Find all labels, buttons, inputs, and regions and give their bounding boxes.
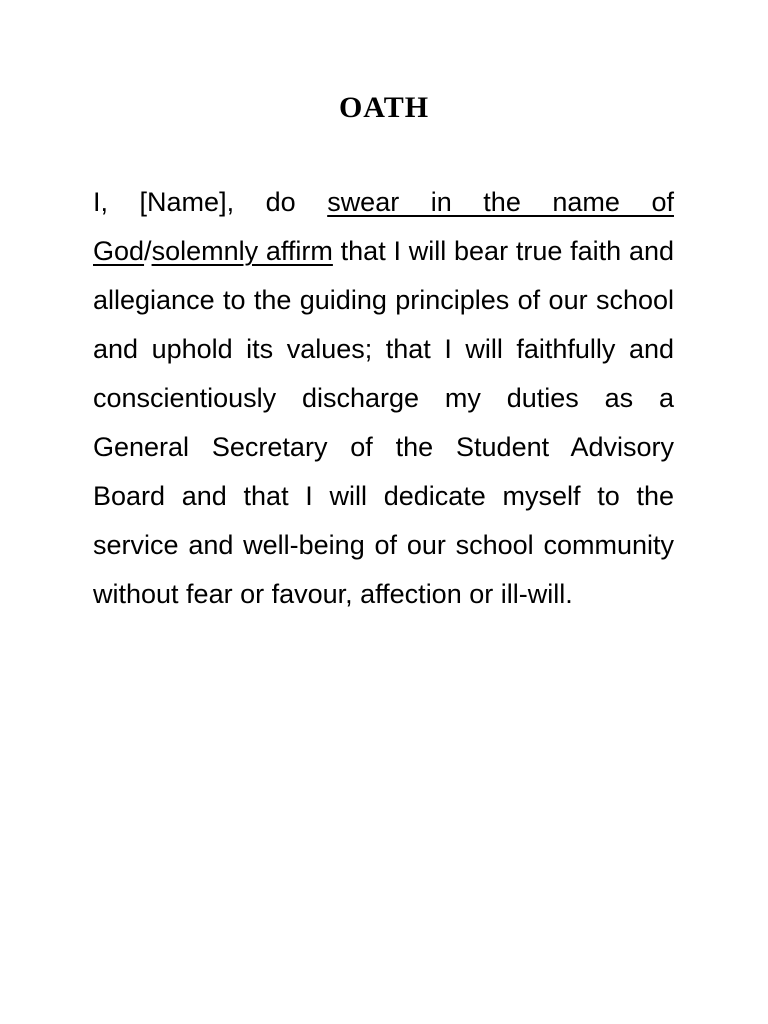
oath-underlined-affirm: solemnly affirm: [151, 236, 333, 266]
oath-text-intro: I, [Name], do: [93, 187, 328, 217]
oath-paragraph: [93, 178, 674, 619]
document-title: OATH: [338, 91, 430, 124]
oath-text-body: that I will bear true faith and allegiance to the guiding principles of our school and uphold its values; that I will faithfully and conscientiously discharge my duties as a General Secretary of the Student Advisory Board and that I will dedicate myself to the service and well-being of our school community without fear or favour, affection or ill-will.: [93, 236, 674, 609]
oath-underlined-swear: swear in the name of God: [93, 187, 674, 266]
oath-separator: /: [144, 236, 152, 266]
